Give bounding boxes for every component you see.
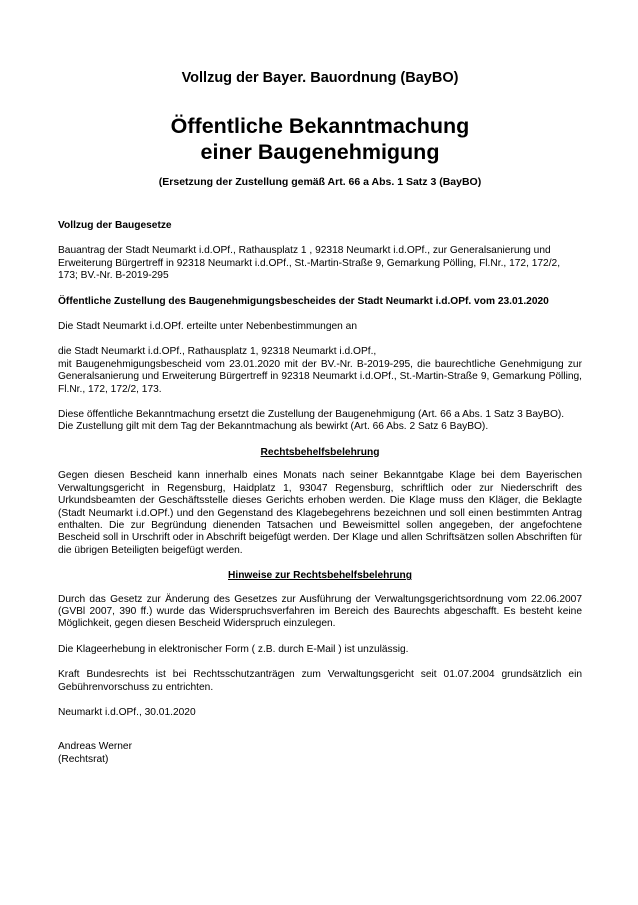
signer-title: (Rechtsrat) (58, 753, 109, 765)
main-title-line-1: Öffentliche Bekanntmachung (170, 114, 470, 138)
bescheid-text: mit Baugenehmigungsbescheid vom 23.01.2020 mit der BV.-Nr. B-2019-295, die baurechtliche Genehmigung zur Generalsanierung und Erweiterung Bürgertreff in 92318 Neumarkt i.d.OPf., St.-Martin-Straße 9, Gemarkung Pölling, Fl.Nr., 172, 172/2, 173. (58, 358, 582, 395)
heading-hinweise: Hinweise zur Rechtsbehelfsbelehrung (228, 570, 412, 582)
empfaenger-line: die Stadt Neumarkt i.d.OPf., Rathausplatz 1, 92318 Neumarkt i.d.OPf., (58, 346, 377, 358)
paragraph-ersetzt: Diese öffentliche Bekanntmachung ersetzt die Zustellung der Baugenehmigung (Art. 66 a Abs. 1 Satz 3 BayBO). Die Zustellung gilt mit dem Tag der Bekanntmachung als bewirkt (Art. 66 Abs. 2 Satz 6 BayBO). (58, 409, 565, 433)
place-date: Neumarkt i.d.OPf., 30.01.2020 (58, 706, 196, 718)
paragraph-bauantrag: Bauantrag der Stadt Neumarkt i.d.OPf., Rathausplatz 1 , 92318 Neumarkt i.d.OPf., zur Generalsanierung und Erweiterung Bürgertreff in 92318 Neumarkt i.d.OPf., St.-Martin-Straße 9, Gemarkung Pölling, Fl.Nr., 172, 172/2, 173; BV.-Nr. B-2019-295 (58, 245, 561, 282)
main-title-line-2: einer Baugenehmigung (200, 140, 440, 164)
paragraph-erteilte: Die Stadt Neumarkt i.d.OPf. erteilte unter Nebenbestimmungen an (58, 321, 357, 333)
subtitle: (Ersetzung der Zustellung gemäß Art. 66 a Abs. 1 Satz 3 (BayBO) (158, 176, 482, 188)
document-body (58, 220, 582, 779)
paragraph-hinweise: Durch das Gesetz zur Änderung des Gesetzes zur Ausführung der Verwaltungsgerichtsordnung vom 22.06.2007 (GVBl 2007, 390 ff.) wurde das Widerspruchsverfahren im Bereich des Baurechts abgeschafft. Es besteht keine Möglichkeit, gegen diesen Bescheid Widerspruch einzulegen. (58, 593, 582, 630)
paragraph-bescheid (58, 346, 582, 396)
signer-name: Andreas Werner (58, 741, 132, 753)
paragraph-klageerhebung: Die Klageerhebung in elektronischer Form ( z.B. durch E-Mail ) ist unzulässig. (58, 643, 409, 655)
heading-zustellung: Öffentliche Zustellung des Baugenehmigungsbescheides der Stadt Neumarkt i.d.OPf. vom 23.01.2020 (58, 295, 549, 307)
heading-baugesetze: Vollzug der Baugesetze (58, 220, 172, 231)
heading-rechtsbehelfsbelehrung: Rechtsbehelfsbelehrung (260, 446, 380, 458)
paragraph-rechtsbehelf: Gegen diesen Bescheid kann innerhalb eines Monats nach seiner Bekanntgabe Klage bei dem Bayerischen Verwaltungsgericht in Regensburg, Haidplatz 1, 93047 Regensburg, schriftlich oder zur Niederschrift des Urkundsbeamten der Geschäftsstelle dieses Gerichts erhoben werden. Die Klage muss den Kläger, die Beklagte (Stadt Neumarkt i.d.OPf.) und den Gegenstand des Klagebegehrens bezeichnen und soll einen bestimmten Antrag enthalten. Die zur Begründung dienenden Tatsachen und Beweismittel sollen angegeben, der angefochtene Bescheid soll in Urschrift oder in Abschrift beigefügt werden. Der Klage und allen Schriftsätzen sollen Abschriften für die übrigen Beteiligten beigefügt werden. (58, 470, 582, 556)
signature-block (58, 741, 582, 766)
header-title: Vollzug der Bayer. Bauordnung (BayBO) (181, 70, 459, 86)
paragraph-bundesrecht: Kraft Bundesrechts ist bei Rechtsschutzanträgen zum Verwaltungsgericht seit 01.07.2004 grundsätzlich ein Gebührenvorschuss zu entrichten. (58, 669, 582, 693)
main-title (58, 113, 582, 165)
